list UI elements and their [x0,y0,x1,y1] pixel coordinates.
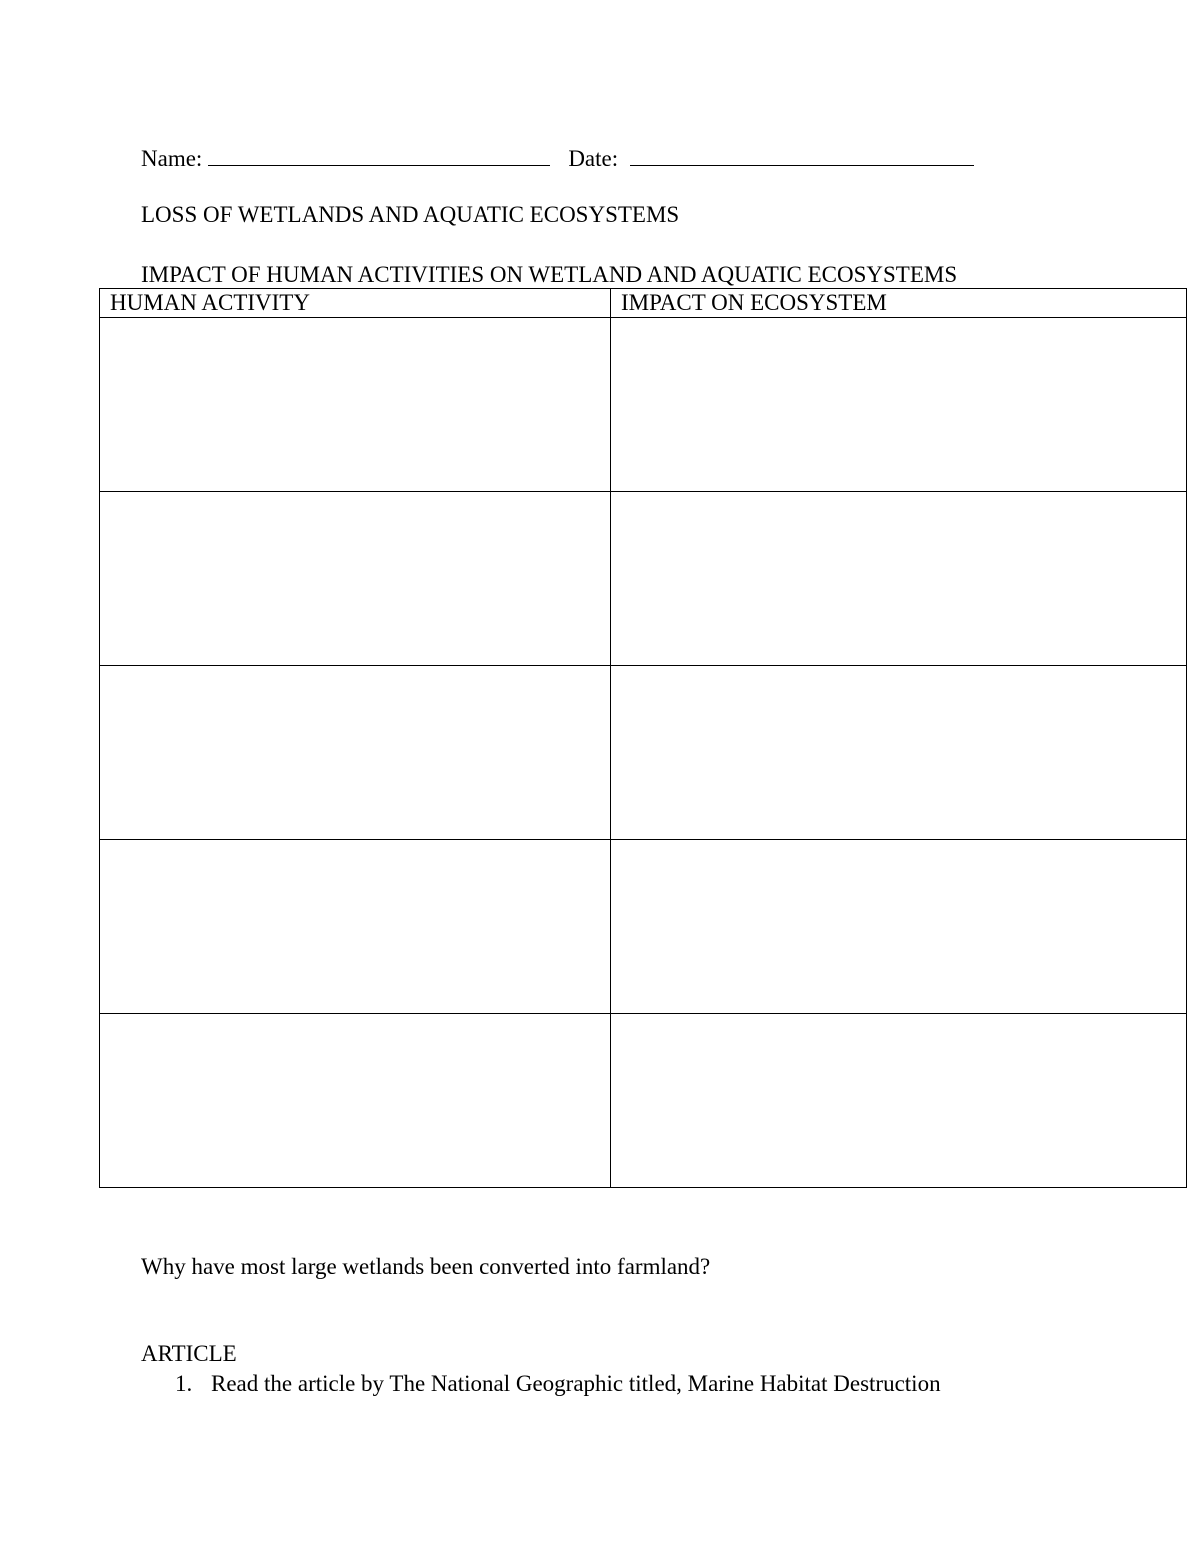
table-row [100,318,1187,492]
impact-cell[interactable] [611,318,1187,492]
impact-cell[interactable] [611,666,1187,840]
article-heading: ARTICLE [141,1341,237,1366]
activity-impact-table [99,288,1187,1188]
table-row [100,492,1187,666]
impact-cell[interactable] [611,492,1187,666]
question-text: Why have most large wetlands been converted into farmland? [141,1254,711,1279]
table-row [100,666,1187,840]
table-row [100,1014,1187,1188]
column-header-human-activity: HUMAN ACTIVITY [100,289,611,318]
name-date-line [141,143,974,173]
worksheet-title: LOSS OF WETLANDS AND AQUATIC ECOSYSTEMS [141,202,680,227]
column-header-impact-on-ecosystem: IMPACT ON ECOSYSTEM [611,289,1187,318]
list-number: 1. [175,1371,193,1396]
impact-cell[interactable] [611,840,1187,1014]
human-activity-cell[interactable] [100,840,611,1014]
human-activity-cell[interactable] [100,666,611,840]
date-field[interactable] [630,143,974,166]
name-field[interactable] [208,143,550,166]
human-activity-cell[interactable] [100,318,611,492]
date-label: Date: [568,146,619,171]
impact-cell[interactable] [611,1014,1187,1188]
name-label: Name: [141,146,203,171]
list-item-text: Read the article by The National Geographic titled, Marine Habitat Destruction [211,1371,941,1396]
table-title: IMPACT OF HUMAN ACTIVITIES ON WETLAND AND AQUATIC ECOSYSTEMS [141,262,958,287]
human-activity-cell[interactable] [100,1014,611,1188]
article-list-item [175,1370,941,1398]
human-activity-cell[interactable] [100,492,611,666]
table-row [100,840,1187,1014]
table-header-row [100,289,1187,318]
